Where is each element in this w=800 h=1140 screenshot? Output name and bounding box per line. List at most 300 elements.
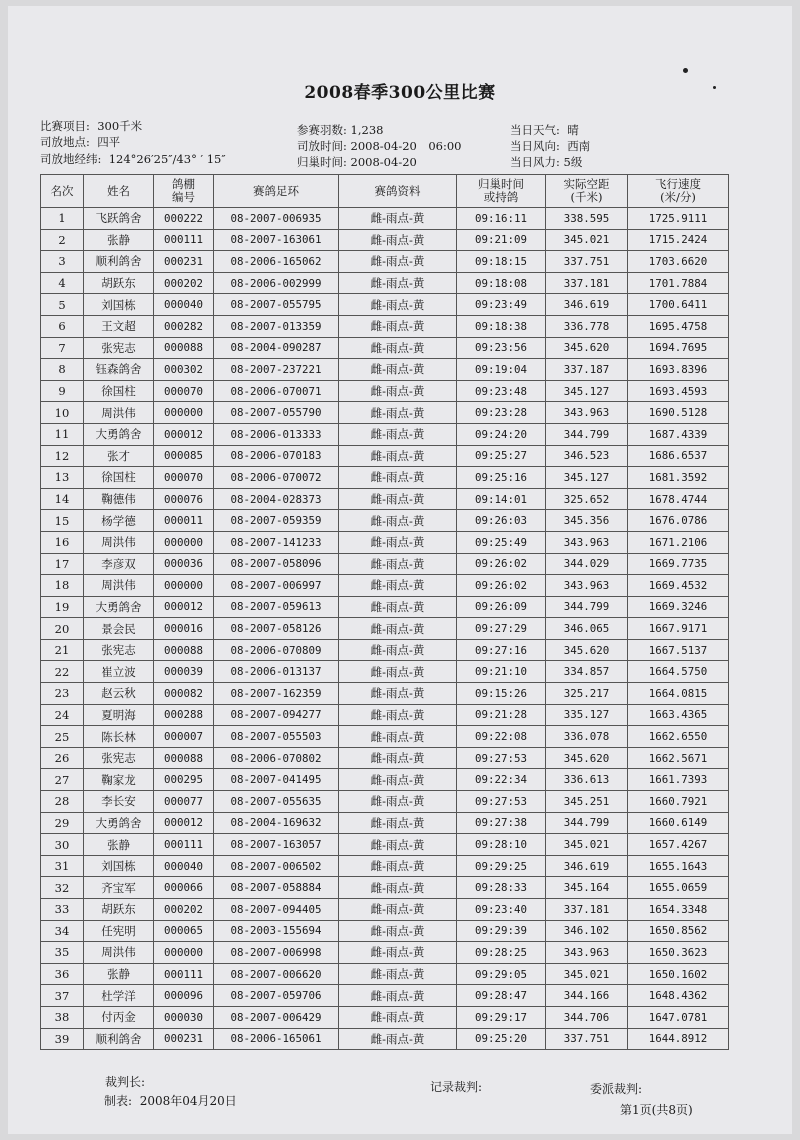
wind-force-value: 5级 <box>563 155 583 169</box>
cell-rank: 5 <box>41 294 84 316</box>
cell-rank: 34 <box>41 920 84 942</box>
cell-info: 雌-雨点-黄 <box>339 855 457 877</box>
cell-rank: 25 <box>41 726 84 748</box>
cell-ring: 08-2006-013137 <box>214 661 339 683</box>
cell-speed: 1703.6620 <box>628 251 729 273</box>
table-header-row <box>41 175 729 208</box>
cell-distance: 337.751 <box>546 251 628 273</box>
cell-loft-number: 000088 <box>154 747 214 769</box>
cell-loft-number: 000082 <box>154 683 214 705</box>
cell-ring: 08-2004-169632 <box>214 812 339 834</box>
cell-rank: 9 <box>41 380 84 402</box>
cell-speed: 1715.2424 <box>628 229 729 251</box>
header-rank: 名次 <box>41 175 84 208</box>
cell-rank: 14 <box>41 488 84 510</box>
cell-return-time: 09:21:28 <box>457 704 546 726</box>
cell-return-time: 09:23:40 <box>457 899 546 921</box>
cell-name: 李彦双 <box>84 553 154 575</box>
table-row <box>41 726 729 748</box>
cell-loft-number: 000202 <box>154 899 214 921</box>
results-body <box>41 208 729 1050</box>
cell-name: 李长安 <box>84 791 154 813</box>
cell-info: 雌-雨点-黄 <box>339 899 457 921</box>
cell-speed: 1690.5128 <box>628 402 729 424</box>
cell-loft-number: 000302 <box>154 359 214 381</box>
cell-ring: 08-2007-055795 <box>214 294 339 316</box>
cell-speed: 1725.9111 <box>628 208 729 230</box>
cell-speed: 1669.4532 <box>628 575 729 597</box>
cell-info: 雌-雨点-黄 <box>339 683 457 705</box>
cell-return-time: 09:25:49 <box>457 531 546 553</box>
cell-rank: 28 <box>41 791 84 813</box>
cell-ring: 08-2007-006502 <box>214 855 339 877</box>
cell-loft-number: 000000 <box>154 402 214 424</box>
cell-speed: 1678.4744 <box>628 488 729 510</box>
table-row <box>41 791 729 813</box>
header-distance-line1: 实际空距 <box>563 177 610 191</box>
table-row <box>41 380 729 402</box>
release-time-label: 司放时间: <box>297 139 347 153</box>
recorder-label: 记录裁判: <box>430 1080 483 1094</box>
cell-ring: 08-2007-058126 <box>214 618 339 640</box>
cell-loft-number: 000000 <box>154 531 214 553</box>
cell-speed: 1694.7695 <box>628 337 729 359</box>
cell-info: 雌-雨点-黄 <box>339 726 457 748</box>
header-distance <box>546 175 628 208</box>
table-row <box>41 467 729 489</box>
cell-ring: 08-2007-058884 <box>214 877 339 899</box>
cell-return-time: 09:22:08 <box>457 726 546 748</box>
table-row <box>41 747 729 769</box>
cell-distance: 343.963 <box>546 531 628 553</box>
cell-loft-number: 000011 <box>154 510 214 532</box>
cell-loft-number: 000288 <box>154 704 214 726</box>
cell-speed: 1676.0786 <box>628 510 729 532</box>
cell-speed: 1701.7884 <box>628 272 729 294</box>
table-row <box>41 683 729 705</box>
table-row <box>41 639 729 661</box>
cell-speed: 1687.4339 <box>628 423 729 445</box>
weather-label: 当日天气: <box>510 123 560 137</box>
cell-distance: 345.127 <box>546 467 628 489</box>
wind-force-label: 当日风力: <box>510 155 560 169</box>
cell-speed: 1693.4593 <box>628 380 729 402</box>
cell-name: 张宪志 <box>84 639 154 661</box>
cell-return-time: 09:29:25 <box>457 855 546 877</box>
cell-loft-number: 000077 <box>154 791 214 813</box>
cell-distance: 345.021 <box>546 963 628 985</box>
cell-speed: 1693.8396 <box>628 359 729 381</box>
cell-distance: 344.166 <box>546 985 628 1007</box>
cell-distance: 346.619 <box>546 855 628 877</box>
cell-rank: 15 <box>41 510 84 532</box>
made-info <box>104 1092 237 1109</box>
cell-ring: 08-2007-006429 <box>214 1006 339 1028</box>
table-row <box>41 423 729 445</box>
cell-ring: 08-2007-006997 <box>214 575 339 597</box>
cell-speed: 1650.1602 <box>628 963 729 985</box>
cell-loft-number: 000085 <box>154 445 214 467</box>
coordinates-info <box>40 151 226 167</box>
cell-name: 赵云秋 <box>84 683 154 705</box>
cell-name: 付丙金 <box>84 1006 154 1028</box>
cell-rank: 23 <box>41 683 84 705</box>
entries-value: 1,238 <box>350 123 384 137</box>
cell-loft-number: 000111 <box>154 963 214 985</box>
table-row <box>41 1006 729 1028</box>
cell-return-time: 09:14:01 <box>457 488 546 510</box>
cell-distance: 345.356 <box>546 510 628 532</box>
cell-distance: 336.613 <box>546 769 628 791</box>
cell-name: 陈长林 <box>84 726 154 748</box>
cell-speed: 1695.4758 <box>628 315 729 337</box>
return-time-label: 归巢时间: <box>297 155 347 169</box>
cell-rank: 17 <box>41 553 84 575</box>
cell-return-time: 09:18:15 <box>457 251 546 273</box>
cell-return-time: 09:18:08 <box>457 272 546 294</box>
cell-speed: 1681.3592 <box>628 467 729 489</box>
cell-rank: 3 <box>41 251 84 273</box>
table-row <box>41 251 729 273</box>
cell-distance: 345.127 <box>546 380 628 402</box>
cell-name: 顺利鸽舍 <box>84 251 154 273</box>
cell-rank: 6 <box>41 315 84 337</box>
results-table <box>40 174 729 1050</box>
cell-name: 张宪志 <box>84 337 154 359</box>
cell-return-time: 09:27:38 <box>457 812 546 834</box>
cell-loft-number: 000012 <box>154 596 214 618</box>
cell-return-time: 09:26:02 <box>457 553 546 575</box>
cell-speed: 1662.6550 <box>628 726 729 748</box>
cell-return-time: 09:21:09 <box>457 229 546 251</box>
cell-loft-number: 000096 <box>154 985 214 1007</box>
cell-speed: 1663.4365 <box>628 704 729 726</box>
cell-info: 雌-雨点-黄 <box>339 423 457 445</box>
header-loft-number-line2: 编号 <box>172 190 195 204</box>
cell-return-time: 09:23:28 <box>457 402 546 424</box>
cell-ring: 08-2007-059613 <box>214 596 339 618</box>
cell-distance: 343.963 <box>546 942 628 964</box>
weather-value: 晴 <box>567 123 579 137</box>
cell-loft-number: 000066 <box>154 877 214 899</box>
cell-rank: 31 <box>41 855 84 877</box>
cell-distance: 343.963 <box>546 575 628 597</box>
cell-loft-number: 000016 <box>154 618 214 640</box>
table-row <box>41 855 729 877</box>
cell-ring: 08-2006-002999 <box>214 272 339 294</box>
cell-speed: 1667.5137 <box>628 639 729 661</box>
cell-speed: 1648.4362 <box>628 985 729 1007</box>
table-row <box>41 488 729 510</box>
cell-speed: 1662.5671 <box>628 747 729 769</box>
cell-info: 雌-雨点-黄 <box>339 208 457 230</box>
cell-rank: 1 <box>41 208 84 230</box>
cell-info: 雌-雨点-黄 <box>339 942 457 964</box>
cell-rank: 24 <box>41 704 84 726</box>
cell-ring: 08-2004-028373 <box>214 488 339 510</box>
cell-name: 周洪伟 <box>84 402 154 424</box>
cell-rank: 13 <box>41 467 84 489</box>
cell-rank: 30 <box>41 834 84 856</box>
cell-speed: 1669.7735 <box>628 553 729 575</box>
cell-info: 雌-雨点-黄 <box>339 834 457 856</box>
cell-info: 雌-雨点-黄 <box>339 531 457 553</box>
cell-distance: 334.857 <box>546 661 628 683</box>
cell-rank: 38 <box>41 1006 84 1028</box>
cell-ring: 08-2006-165061 <box>214 1028 339 1050</box>
cell-info: 雌-雨点-黄 <box>339 812 457 834</box>
table-row <box>41 445 729 467</box>
cell-info: 雌-雨点-黄 <box>339 251 457 273</box>
cell-info: 雌-雨点-黄 <box>339 1028 457 1050</box>
table-row <box>41 985 729 1007</box>
cell-speed: 1650.3623 <box>628 942 729 964</box>
cell-rank: 32 <box>41 877 84 899</box>
cell-speed: 1667.9171 <box>628 618 729 640</box>
cell-name: 鞠家龙 <box>84 769 154 791</box>
cell-rank: 2 <box>41 229 84 251</box>
cell-return-time: 09:28:10 <box>457 834 546 856</box>
cell-name: 王文超 <box>84 315 154 337</box>
cell-distance: 345.251 <box>546 791 628 813</box>
cell-ring: 08-2007-162359 <box>214 683 339 705</box>
cell-ring: 08-2006-070183 <box>214 445 339 467</box>
cell-distance: 344.799 <box>546 596 628 618</box>
table-row <box>41 596 729 618</box>
cell-distance: 325.652 <box>546 488 628 510</box>
event-label: 比赛项目: <box>40 119 90 133</box>
cell-name: 大勇鸽舍 <box>84 596 154 618</box>
cell-return-time: 09:27:53 <box>457 747 546 769</box>
cell-return-time: 09:26:03 <box>457 510 546 532</box>
cell-return-time: 09:27:53 <box>457 791 546 813</box>
cell-distance: 344.706 <box>546 1006 628 1028</box>
table-row <box>41 834 729 856</box>
cell-info: 雌-雨点-黄 <box>339 791 457 813</box>
cell-distance: 346.065 <box>546 618 628 640</box>
cell-return-time: 09:25:20 <box>457 1028 546 1050</box>
cell-speed: 1660.6149 <box>628 812 729 834</box>
cell-info: 雌-雨点-黄 <box>339 920 457 942</box>
cell-name: 夏明海 <box>84 704 154 726</box>
cell-loft-number: 000202 <box>154 272 214 294</box>
ink-spot <box>683 68 688 73</box>
table-row <box>41 963 729 985</box>
cell-rank: 18 <box>41 575 84 597</box>
cell-ring: 08-2003-155694 <box>214 920 339 942</box>
cell-speed: 1660.7921 <box>628 791 729 813</box>
cell-name: 胡跃东 <box>84 899 154 921</box>
cell-ring: 08-2007-163061 <box>214 229 339 251</box>
cell-distance: 345.021 <box>546 834 628 856</box>
cell-ring: 08-2006-070071 <box>214 380 339 402</box>
cell-return-time: 09:25:27 <box>457 445 546 467</box>
cell-rank: 37 <box>41 985 84 1007</box>
table-row <box>41 942 729 964</box>
cell-loft-number: 000012 <box>154 812 214 834</box>
cell-name: 徐国柱 <box>84 380 154 402</box>
cell-ring: 08-2007-006620 <box>214 963 339 985</box>
table-row <box>41 661 729 683</box>
cell-distance: 345.620 <box>546 639 628 661</box>
return-time-value: 2008-04-20 <box>350 155 417 169</box>
cell-loft-number: 000282 <box>154 315 214 337</box>
cell-name: 飞跃鸽舍 <box>84 208 154 230</box>
cell-loft-number: 000040 <box>154 855 214 877</box>
cell-loft-number: 000076 <box>154 488 214 510</box>
cell-speed: 1669.3246 <box>628 596 729 618</box>
cell-distance: 344.799 <box>546 812 628 834</box>
cell-rank: 33 <box>41 899 84 921</box>
table-row <box>41 812 729 834</box>
cell-ring: 08-2006-013333 <box>214 423 339 445</box>
cell-ring: 08-2006-165062 <box>214 251 339 273</box>
cell-name: 杨学德 <box>84 510 154 532</box>
cell-info: 雌-雨点-黄 <box>339 488 457 510</box>
cell-ring: 08-2007-055790 <box>214 402 339 424</box>
cell-loft-number: 000030 <box>154 1006 214 1028</box>
cell-loft-number: 000111 <box>154 834 214 856</box>
cell-info: 雌-雨点-黄 <box>339 510 457 532</box>
cell-ring: 08-2007-237221 <box>214 359 339 381</box>
cell-info: 雌-雨点-黄 <box>339 229 457 251</box>
cell-distance: 337.751 <box>546 1028 628 1050</box>
page-title: 2008春季300公里比赛 <box>304 83 496 103</box>
cell-rank: 12 <box>41 445 84 467</box>
cell-rank: 26 <box>41 747 84 769</box>
cell-distance: 336.078 <box>546 726 628 748</box>
cell-loft-number: 000070 <box>154 380 214 402</box>
table-row <box>41 337 729 359</box>
cell-info: 雌-雨点-黄 <box>339 467 457 489</box>
cell-ring: 08-2007-163057 <box>214 834 339 856</box>
cell-info: 雌-雨点-黄 <box>339 272 457 294</box>
cell-distance: 335.127 <box>546 704 628 726</box>
cell-ring: 08-2007-058096 <box>214 553 339 575</box>
header-ring: 赛鸽足环 <box>214 175 339 208</box>
cell-ring: 08-2007-141233 <box>214 531 339 553</box>
cell-loft-number: 000088 <box>154 337 214 359</box>
header-return-time-line1: 归巢时间 <box>478 177 524 191</box>
cell-info: 雌-雨点-黄 <box>339 877 457 899</box>
table-row <box>41 229 729 251</box>
table-row <box>41 899 729 921</box>
cell-return-time: 09:29:39 <box>457 920 546 942</box>
cell-name: 任宪明 <box>84 920 154 942</box>
cell-loft-number: 000040 <box>154 294 214 316</box>
cell-name: 钰森鸽舍 <box>84 359 154 381</box>
cell-return-time: 09:23:56 <box>457 337 546 359</box>
cell-name: 张静 <box>84 834 154 856</box>
release-site-info <box>40 134 120 150</box>
cell-distance: 345.620 <box>546 337 628 359</box>
cell-return-time: 09:28:47 <box>457 985 546 1007</box>
header-speed-line1: 飞行速度 <box>655 177 701 191</box>
table-row <box>41 294 729 316</box>
cell-return-time: 09:27:29 <box>457 618 546 640</box>
cell-return-time: 09:25:16 <box>457 467 546 489</box>
cell-loft-number: 000012 <box>154 423 214 445</box>
cell-ring: 08-2007-059359 <box>214 510 339 532</box>
cell-return-time: 09:22:34 <box>457 769 546 791</box>
cell-loft-number: 000065 <box>154 920 214 942</box>
cell-distance: 344.799 <box>546 423 628 445</box>
referee-label: 裁判长: <box>105 1075 146 1089</box>
cell-name: 周洪伟 <box>84 942 154 964</box>
cell-speed: 1700.6411 <box>628 294 729 316</box>
cell-name: 顺利鸽舍 <box>84 1028 154 1050</box>
cell-rank: 39 <box>41 1028 84 1050</box>
table-row <box>41 359 729 381</box>
table-row <box>41 315 729 337</box>
header-loft-number <box>154 175 214 208</box>
table-row <box>41 618 729 640</box>
cell-loft-number: 000070 <box>154 467 214 489</box>
table-row <box>41 402 729 424</box>
cell-rank: 29 <box>41 812 84 834</box>
cell-rank: 8 <box>41 359 84 381</box>
table-row <box>41 531 729 553</box>
cell-distance: 325.217 <box>546 683 628 705</box>
cell-rank: 10 <box>41 402 84 424</box>
cell-ring: 08-2007-094405 <box>214 899 339 921</box>
cell-speed: 1650.8562 <box>628 920 729 942</box>
cell-return-time: 09:18:38 <box>457 315 546 337</box>
table-row <box>41 510 729 532</box>
entries-info <box>297 122 383 138</box>
cell-name: 大勇鸽舍 <box>84 812 154 834</box>
cell-rank: 11 <box>41 423 84 445</box>
wind-force-info <box>510 154 582 170</box>
cell-rank: 20 <box>41 618 84 640</box>
cell-name: 张才 <box>84 445 154 467</box>
cell-distance: 344.029 <box>546 553 628 575</box>
cell-distance: 337.187 <box>546 359 628 381</box>
cell-ring: 08-2007-059706 <box>214 985 339 1007</box>
cell-return-time: 09:28:33 <box>457 877 546 899</box>
cell-name: 周洪伟 <box>84 575 154 597</box>
release-site-value: 四平 <box>97 135 121 149</box>
cell-loft-number: 000231 <box>154 251 214 273</box>
cell-loft-number: 000222 <box>154 208 214 230</box>
cell-name: 胡跃东 <box>84 272 154 294</box>
cell-info: 雌-雨点-黄 <box>339 704 457 726</box>
header-loft-number-line1: 鸽棚 <box>172 177 195 191</box>
header-info: 赛鸽资料 <box>339 175 457 208</box>
cell-distance: 346.523 <box>546 445 628 467</box>
cell-return-time: 09:23:48 <box>457 380 546 402</box>
cell-name: 张静 <box>84 963 154 985</box>
cell-name: 刘国栋 <box>84 294 154 316</box>
release-site-label: 司放地点: <box>40 135 90 149</box>
cell-distance: 337.181 <box>546 272 628 294</box>
cell-ring: 08-2007-006998 <box>214 942 339 964</box>
header-return-time <box>457 175 546 208</box>
cell-return-time: 09:29:05 <box>457 963 546 985</box>
cell-info: 雌-雨点-黄 <box>339 315 457 337</box>
cell-info: 雌-雨点-黄 <box>339 618 457 640</box>
cell-distance: 343.963 <box>546 402 628 424</box>
cell-ring: 08-2006-070809 <box>214 639 339 661</box>
cell-name: 鞠德伟 <box>84 488 154 510</box>
cell-distance: 345.620 <box>546 747 628 769</box>
cell-rank: 16 <box>41 531 84 553</box>
made-label: 制表: <box>104 1094 133 1108</box>
cell-info: 雌-雨点-黄 <box>339 963 457 985</box>
cell-rank: 7 <box>41 337 84 359</box>
header-speed-line2: (米/分) <box>660 190 696 204</box>
table-row <box>41 208 729 230</box>
